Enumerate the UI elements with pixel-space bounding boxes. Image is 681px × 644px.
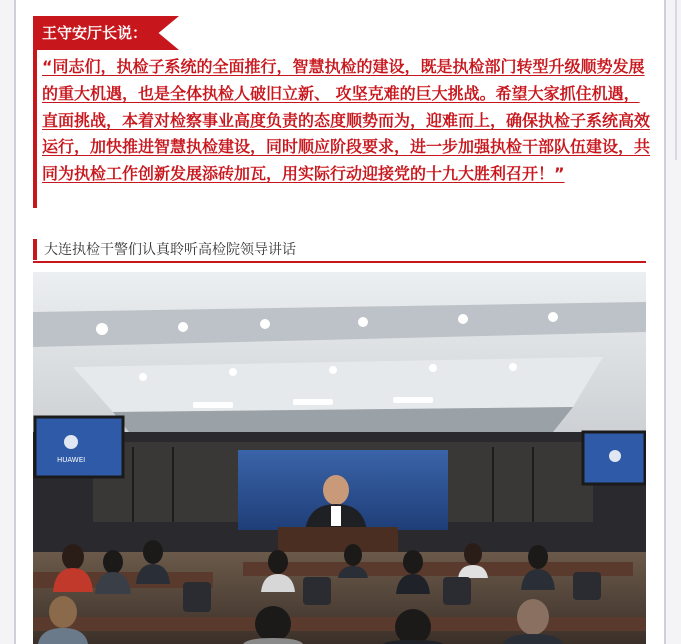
side-divider [675, 0, 677, 160]
meeting-photo [33, 272, 646, 644]
caption-accent-bar [33, 239, 37, 260]
quote-text: “同志们，执检子系统的全面推行，智慧执检的建设，既是执检部门转型升级顺势发展的重大机遇，也是全体执检人破旧立新、 攻坚克难的巨大挑战。希望大家抓住机遇，直面挑战，本着对检察事业高度负责的态度顺势而为，迎难而上，确保执检子系统高效运行，加快推进智慧执检建设，同时顺应阶段要求，进一步加强执检干部队伍建设，共同为执检工作创新发展添砖加瓦，用实际行动迎接党的十九大胜利召开！” [42, 57, 651, 184]
speaker-quote [42, 54, 652, 188]
caption-divider [33, 261, 646, 263]
screen-logo-text: HUAWEI [57, 456, 86, 464]
photo-caption: 大连执检干警们认真聆听高检院领导讲话 [44, 242, 296, 258]
quote-accent-bar [33, 50, 37, 208]
speaker-tag: 王守安厅长说： [42, 24, 148, 42]
